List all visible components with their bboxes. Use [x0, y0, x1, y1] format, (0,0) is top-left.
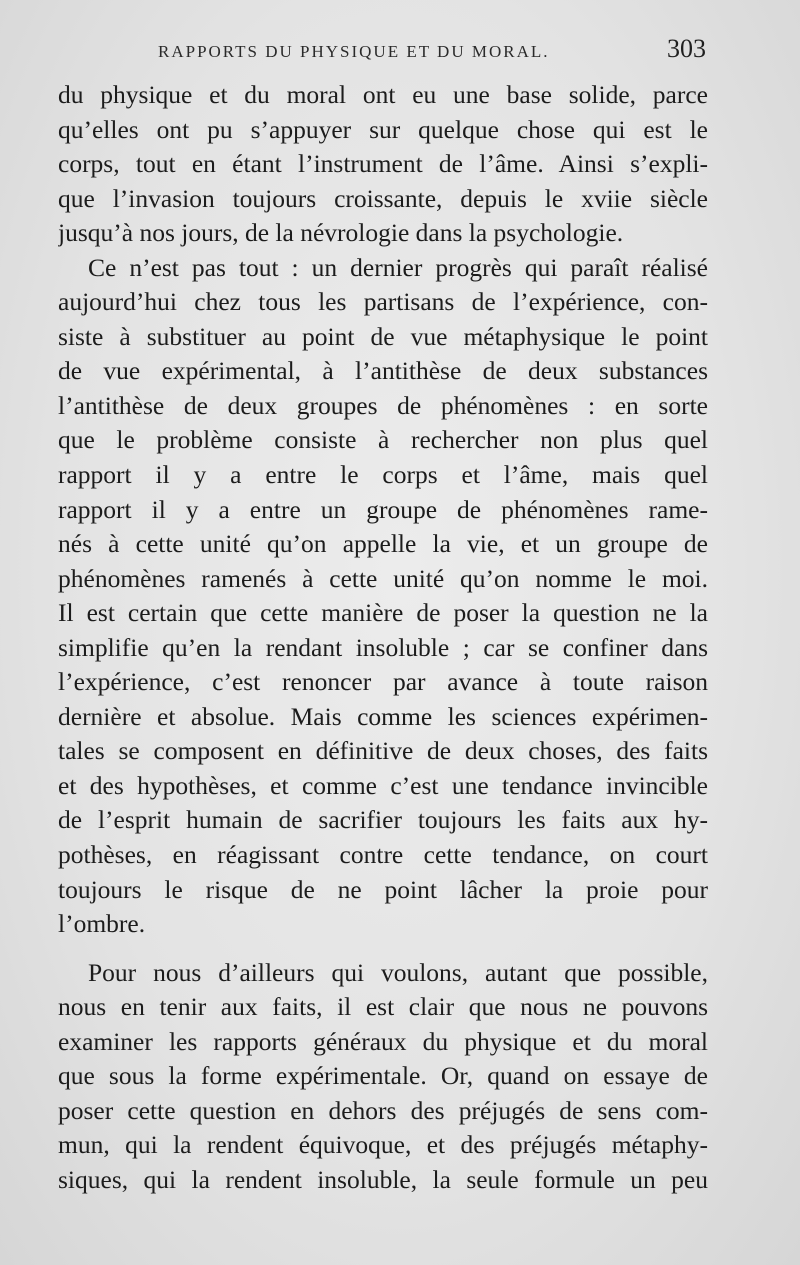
text-line: dernière et absolue. Mais comme les sciences expérimen- — [58, 701, 708, 731]
paragraph — [58, 251, 708, 942]
text-line: toujours le risque de ne point lâcher la proie pour — [58, 874, 708, 904]
text-line: rapport il y a entre un groupe de phénomènes rame- — [58, 494, 708, 524]
text-line: que le problème consiste à rechercher non plus quel — [58, 425, 708, 455]
text-line: du physique et du moral ont eu une base solide, parce — [58, 80, 708, 109]
text-line: poser cette question en dehors des préjugés de sens com- — [58, 1095, 708, 1125]
text-line: phénomènes ramenés à cette unité qu’on nomme le moi. — [58, 563, 708, 593]
text-line: corps, tout en étant l’instrument de l’âme. Ainsi s’expli- — [58, 149, 708, 179]
text-line: de l’esprit humain de sacrifier toujours les faits aux hy- — [58, 805, 708, 835]
text-line: aujourd’hui chez tous les partisans de l’expérience, con- — [58, 287, 708, 317]
paragraph-spacer — [58, 942, 708, 956]
text-line: siste à substituer au point de vue métaphysique le point — [58, 321, 708, 351]
text-line: rapport il y a entre le corps et l’âme, mais quel — [58, 460, 708, 490]
body-text — [58, 78, 708, 1198]
text-line: et des hypothèses, et comme c’est une tendance invincible — [58, 770, 708, 800]
text-line: l’ombre. — [58, 909, 146, 939]
text-line: pothèses, en réagissant contre cette tendance, on court — [58, 840, 708, 870]
text-line: mun, qui la rendent équivoque, et des préjugés métaphy- — [58, 1130, 708, 1160]
running-head — [60, 34, 706, 70]
text-line: nous en tenir aux faits, il est clair que nous ne pouvons — [58, 992, 708, 1022]
text-line: l’expérience, c’est renoncer par avance à toute raison — [58, 667, 708, 697]
text-line: Pour nous d’ailleurs qui voulons, autant que possible, — [88, 957, 708, 987]
text-line: nés à cette unité qu’on appelle la vie, et un groupe de — [58, 529, 708, 559]
text-line: l’antithèse de deux groupes de phénomènes : en sorte — [58, 390, 708, 420]
text-line: que l’invasion toujours croissante, depuis le xviie siècle — [58, 183, 708, 213]
paragraph — [58, 78, 708, 251]
text-line: de vue expérimental, à l’antithèse de deux substances — [58, 356, 708, 386]
text-line: Ce n’est pas tout : un dernier progrès qui paraît réalisé — [88, 252, 708, 282]
text-line: tales se composent en définitive de deux choses, des faits — [58, 736, 708, 766]
text-line: qu’elles ont pu s’appuyer sur quelque chose qui est le — [58, 114, 708, 144]
text-line: examiner les rapports généraux du physique et du moral — [58, 1026, 708, 1056]
running-title: RAPPORTS DU PHYSIQUE ET DU MORAL. — [158, 42, 550, 61]
text-line: Il est certain que cette manière de poser la question ne la — [58, 598, 708, 628]
text-line: simplifie qu’en la rendant insoluble ; car se confiner dans — [58, 632, 708, 662]
page-number: 303 — [667, 34, 706, 63]
text-line: jusqu’à nos jours, de la névrologie dans la psychologie. — [58, 218, 624, 248]
text-line: siques, qui la rendent insoluble, la seule formule un peu — [58, 1164, 708, 1194]
text-line: que sous la forme expérimentale. Or, quand on essaye de — [58, 1061, 708, 1091]
paragraph — [58, 956, 708, 1198]
